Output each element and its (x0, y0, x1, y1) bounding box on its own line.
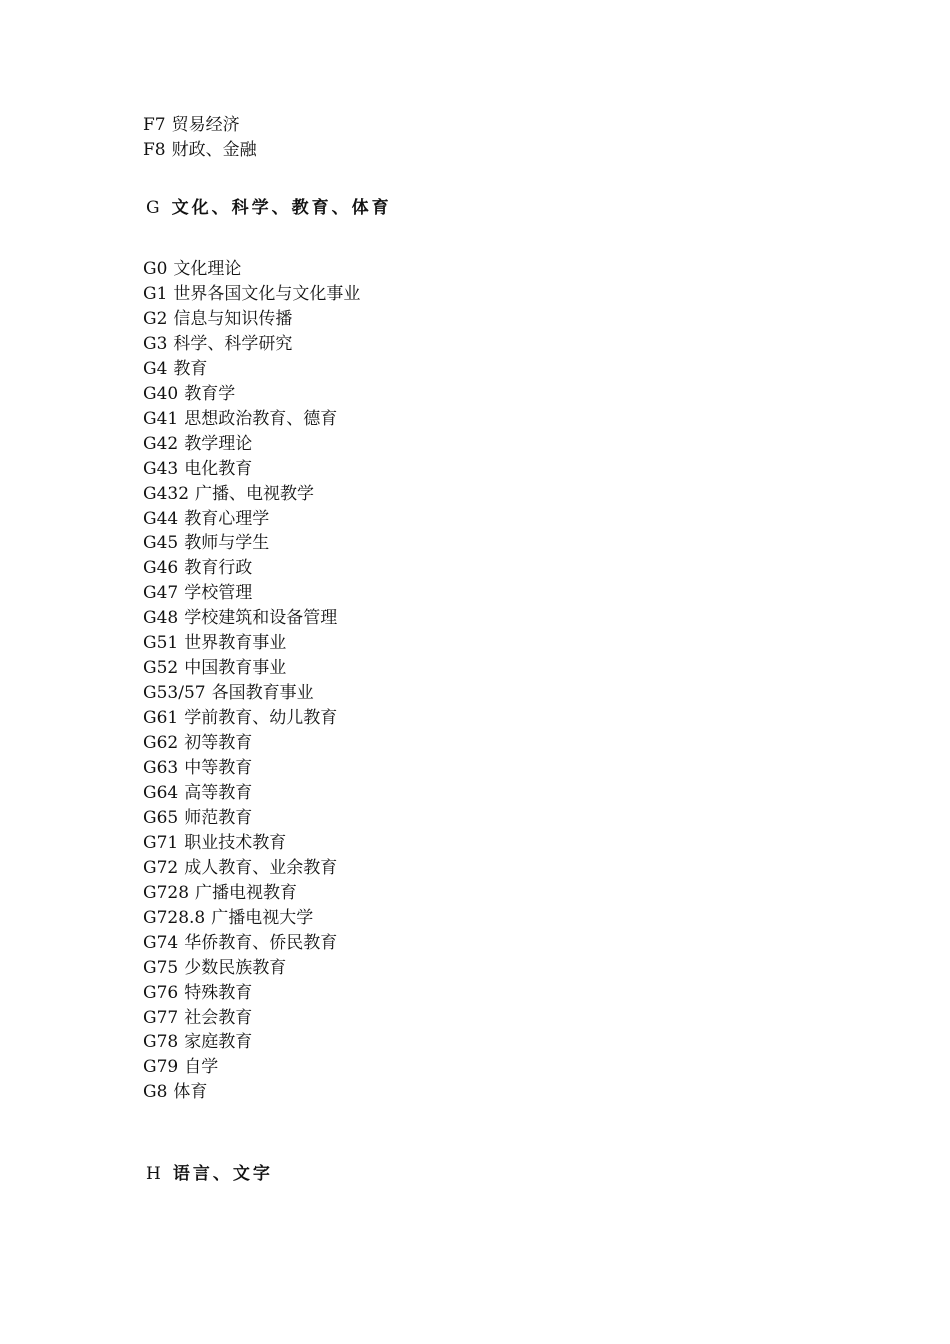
entry-code: G72 (143, 858, 179, 878)
entry-code: G3 (143, 334, 168, 354)
entry-code: G44 (143, 509, 179, 529)
list-item (143, 656, 286, 681)
entry-label: 高等教育 (184, 783, 253, 803)
entry-code: F7 (143, 115, 166, 135)
entry-label: 体育 (173, 1082, 208, 1102)
entry-label: 教育心理学 (184, 509, 270, 529)
entry-label: 电化教育 (184, 459, 253, 479)
entry-label: 财政、金融 (171, 140, 257, 160)
list-item (143, 956, 286, 981)
entry-label: 信息与知识传播 (173, 309, 293, 329)
entry-label: 教学理论 (184, 434, 253, 454)
entry-label: 中等教育 (184, 758, 253, 778)
list-item (143, 806, 252, 831)
list-item (143, 307, 292, 332)
list-item (143, 138, 257, 163)
list-item (143, 357, 207, 382)
list-item (143, 507, 269, 532)
entry-code: G432 (143, 484, 190, 504)
entry-code: G71 (143, 833, 179, 853)
entry-code: G728 (143, 883, 190, 903)
entry-code: G48 (143, 608, 179, 628)
entry-code: G41 (143, 409, 179, 429)
entry-label: 广播电视教育 (195, 883, 298, 903)
list-item (143, 856, 337, 881)
list-item (143, 906, 313, 931)
entry-label: 世界教育事业 (184, 633, 287, 653)
list-item (143, 631, 286, 656)
entry-code: G65 (143, 808, 179, 828)
entry-label: 世界各国文化与文化事业 (173, 284, 361, 304)
list-item (143, 706, 337, 731)
list-item (143, 407, 337, 432)
list-item (143, 432, 252, 457)
entry-code: G46 (143, 558, 179, 578)
entry-label: 教师与学生 (184, 533, 270, 553)
entry-code: G0 (143, 259, 168, 279)
entry-label: 贸易经济 (171, 115, 240, 135)
list-item (143, 581, 252, 606)
entry-code: G8 (143, 1082, 168, 1102)
list-item (143, 257, 241, 282)
entry-label: 教育 (173, 359, 208, 379)
entry-label: 少数民族教育 (184, 958, 287, 978)
entry-code: G51 (143, 633, 179, 653)
entry-code: G53/57 (143, 683, 206, 703)
entry-label: 科学、科学研究 (173, 334, 293, 354)
entry-label: 文化理论 (173, 259, 242, 279)
entry-label: 家庭教育 (184, 1032, 253, 1052)
entry-label: 特殊教育 (184, 983, 253, 1003)
list-item (143, 756, 252, 781)
entry-code: G40 (143, 384, 179, 404)
list-item (143, 681, 314, 706)
list-item (143, 831, 286, 856)
list-item (143, 282, 360, 307)
list-item (143, 1006, 252, 1031)
entry-code: G61 (143, 708, 179, 728)
entry-code: G728.8 (143, 908, 206, 928)
list-item (143, 731, 252, 756)
list-item (143, 332, 292, 357)
entry-code: F8 (143, 140, 166, 160)
entry-label: 学校管理 (184, 583, 253, 603)
list-item (143, 881, 297, 906)
entry-code: G79 (143, 1057, 179, 1077)
list-item (143, 382, 235, 407)
entry-label: 自学 (184, 1057, 219, 1077)
section-letter: G (146, 198, 160, 218)
entry-code: G43 (143, 459, 179, 479)
entry-label: 思想政治教育、德育 (184, 409, 338, 429)
entry-label: 初等教育 (184, 733, 253, 753)
entry-label: 华侨教育、侨民教育 (184, 933, 338, 953)
entry-code: G47 (143, 583, 179, 603)
entry-code: G2 (143, 309, 168, 329)
entry-label: 教育学 (184, 384, 236, 404)
list-item (143, 1080, 207, 1105)
list-item (143, 1030, 252, 1055)
entry-code: G75 (143, 958, 179, 978)
entry-code: G63 (143, 758, 179, 778)
section-heading-g (146, 196, 392, 221)
entry-label: 学前教育、幼儿教育 (184, 708, 338, 728)
entry-code: G42 (143, 434, 179, 454)
entry-code: G1 (143, 284, 168, 304)
list-item (143, 113, 240, 138)
list-item (143, 531, 269, 556)
entry-code: G4 (143, 359, 168, 379)
list-item (143, 606, 337, 631)
entry-label: 成人教育、业余教育 (184, 858, 338, 878)
entry-code: G76 (143, 983, 179, 1003)
entry-label: 中国教育事业 (184, 658, 287, 678)
section-title: 语言、文字 (172, 1164, 273, 1184)
entry-label: 广播电视大学 (211, 908, 314, 928)
section-title: 文化、科学、教育、体育 (171, 198, 392, 218)
list-item (143, 457, 252, 482)
list-item (143, 981, 252, 1006)
entry-code: G74 (143, 933, 179, 953)
entry-label: 社会教育 (184, 1008, 253, 1028)
section-heading-h (146, 1162, 273, 1187)
list-item (143, 482, 314, 507)
list-item (143, 781, 252, 806)
entry-code: G62 (143, 733, 179, 753)
entry-code: G77 (143, 1008, 179, 1028)
list-item (143, 931, 337, 956)
list-item (143, 1055, 218, 1080)
entry-label: 广播、电视教学 (195, 484, 315, 504)
section-letter: H (146, 1164, 161, 1184)
entry-label: 职业技术教育 (184, 833, 287, 853)
entry-code: G78 (143, 1032, 179, 1052)
list-item (143, 556, 252, 581)
entry-label: 师范教育 (184, 808, 253, 828)
entry-label: 各国教育事业 (211, 683, 314, 703)
entry-code: G45 (143, 533, 179, 553)
entry-label: 学校建筑和设备管理 (184, 608, 338, 628)
entry-label: 教育行政 (184, 558, 253, 578)
entry-code: G52 (143, 658, 179, 678)
entry-code: G64 (143, 783, 179, 803)
